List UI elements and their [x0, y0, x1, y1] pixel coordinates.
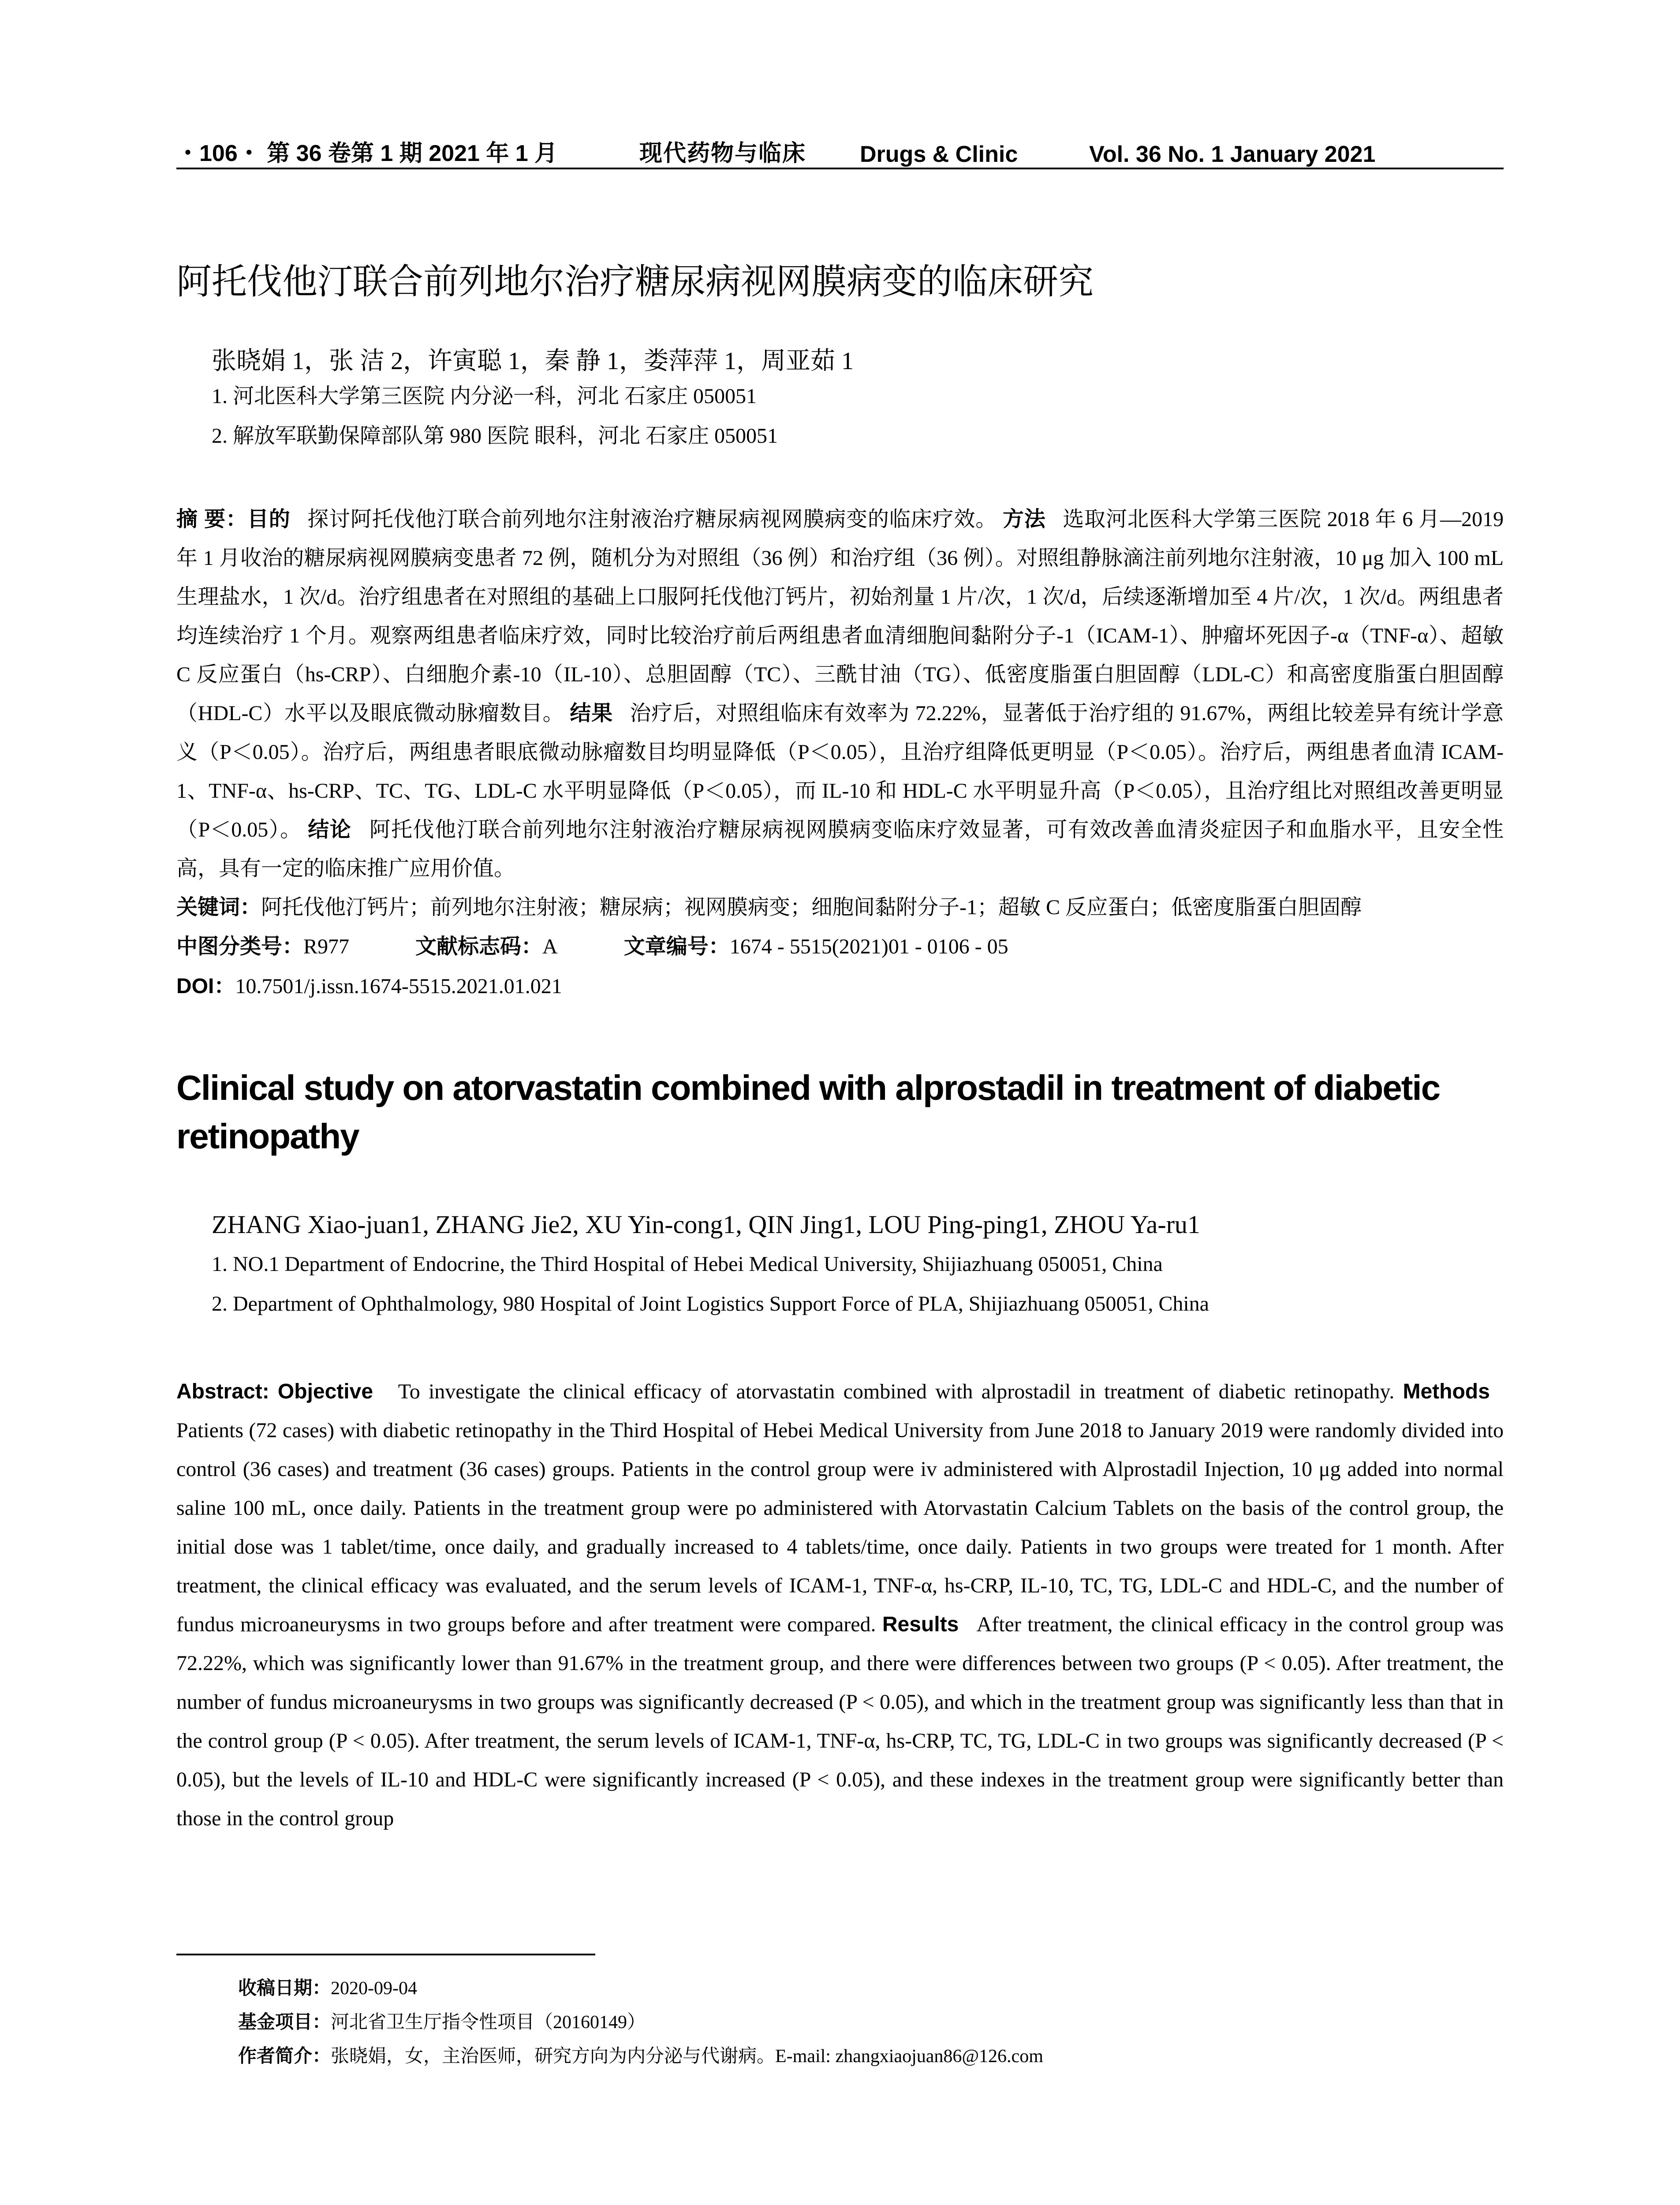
abstract-cn-label: 摘 要：目的 [176, 508, 291, 531]
authors-cn: 张晓娟 1，张 洁 2，许寅聪 1，秦 静 1，娄萍萍 1，周亚茹 1 [212, 348, 854, 375]
article-title-en: Clinical study on atorvastatin combined with alprostadil in treatment of diabetic retinopathy [176, 1068, 1440, 1156]
keywords-cn-label: 关键词： [176, 896, 261, 919]
abstract-cn [176, 500, 1504, 888]
header-volume-en: Vol. 36 No. 1 January 2021 [1089, 142, 1376, 167]
footnote-received: 收稿日期：2020-09-04 [238, 1977, 417, 1999]
abstract-en-results-label: Results [882, 1613, 959, 1636]
abstract-cn-results: 治疗后，对照组临床有效率为 72.22%，显著低于治疗组的 91.67%，两组比较差异有统计学意义（P＜0.05）。治疗后，两组患者眼底微动脉瘤数目均明显降低（P＜0.05），且治疗组降低更明显（P＜0.05）。治疗后，两组患者血清 ICAM-1、TNF-α、hs-CRP、TC、TG、LDL-C 水平明显降低（P＜0.05），而 IL-10 和 HDL-C 水平明显升高（P＜0.05），且治疗组比对照组改善更明显（P＜0.05）。 [176, 702, 1504, 841]
abstract-cn-objective: 探讨阿托伐他汀联合前列地尔注射液治疗糖尿病视网膜病变的临床疗效。 [307, 508, 997, 531]
running-header [176, 132, 1504, 169]
abstract-en-label: Abstract: [176, 1380, 269, 1403]
abstract-en [176, 1372, 1504, 1838]
footnote-fund: 基金项目：河北省卫生厅指令性项目（20160149） [238, 2011, 646, 2033]
affiliation-cn-1: 1. 河北医科大学第三医院 内分泌一科，河北 石家庄 050051 [212, 385, 757, 408]
clc-number: 中图分类号：R977 [176, 935, 350, 958]
abstract-en-methods: Patients (72 cases) with diabetic retinopathy in the Third Hospital of Hebei Medical University from June 2018 to January 2019 were randomly divided into control (36 cases) and treatment (36 cases) groups. Patients in the control group were iv administered with Alprostadil Injection, 10 μg added into normal saline 100 mL, once daily. Patients in the treatment group were po administered with Atorvastatin Calcium Tablets on the basis of the control group, the initial dose was 1 tablet/time, once daily, and gradually increased to 4 tablets/time, once daily. Patients in two groups were treated for 1 month. After treatment, the clinical efficacy was evaluated, and the serum levels of ICAM-1, TNF-α, hs-CRP, IL-10, TC, TG, LDL-C and HDL-C, and the number of fundus microaneurysms in two groups before and after treatment were compared. [176, 1419, 1504, 1636]
keywords-cn-text: 阿托伐他汀钙片；前列地尔注射液；糖尿病；视网膜病变；细胞间黏附分子-1；超敏 C 反应蛋白；低密度脂蛋白胆固醇 [261, 896, 1362, 919]
abstract-cn-results-label: 结果 [570, 702, 613, 725]
footnote-author: 作者简介：张晓娟，女，主治医师，研究方向为内分泌与代谢病。E-mail: zhangxiaojuan86@126.com [238, 2045, 1043, 2067]
keywords-cn [176, 888, 1504, 927]
abstract-en-objective-label: Objective [277, 1380, 373, 1403]
abstract-cn-methods: 选取河北医科大学第三医院 2018 年 6 月—2019 年 1 月收治的糖尿病视网膜病变患者 72 例，随机分为对照组（36 例）和治疗组（36 例）。对照组静脉滴注前列地尔注射液，10 μg 加入 100 mL 生理盐水，1 次/d。治疗组患者在对照组的基础上口服阿托伐他汀钙片，初始剂量 1 片/次，1 次/d，后续逐渐增加至 4 片/次，1 次/d。两组患者均连续治疗 1 个月。观察两组患者临床疗效，同时比较治疗前后两组患者血清细胞间黏附分子-1（ICAM-1）、肿瘤坏死因子-α（TNF-α）、超敏 C 反应蛋白（hs-CRP）、白细胞介素-10（IL-10）、总胆固醇（TC）、三酰甘油（TG）、低密度脂蛋白胆固醇（LDL-C）和高密度脂蛋白胆固醇（HDL-C）水平以及眼底微动脉瘤数目。 [176, 508, 1504, 725]
abstract-en-methods-label: Methods [1403, 1380, 1490, 1403]
abstract-en-objective: To investigate the clinical efficacy of atorvastatin combined with alprostadil in treatment of diabetic retinopathy. [398, 1380, 1395, 1403]
affiliation-cn-2: 2. 解放军联勤保障部队第 980 医院 眼科，河北 石家庄 050051 [212, 424, 778, 448]
footnote-divider [176, 1954, 595, 1955]
abstract-en-results: After treatment, the clinical efficacy in the control group was 72.22%, which was significantly lower than 91.67% in the treatment group, and there were differences between two groups (P < 0.05). After treatment, the number of fundus microaneurysms in two groups was significantly decreased (P < 0.05), and which in the treatment group was significantly less than that in the control group (P < 0.05). After treatment, the serum levels of ICAM-1, TNF-α, hs-CRP, TC, TG, LDL-C in two groups was significantly decreased (P < 0.05), but the levels of IL-10 and HDL-C were significantly increased (P < 0.05), and these indexes in the treatment group were significantly better than those in the control group [176, 1613, 1504, 1830]
doi: DOI：10.7501/j.issn.1674-5515.2021.01.021 [176, 975, 562, 998]
footnotes [238, 1971, 1043, 2073]
classification-row [176, 927, 1504, 967]
affiliation-en-2: 2. Department of Ophthalmology, 980 Hospital of Joint Logistics Support Force of PLA, Shijiazhuang 050051, China [212, 1292, 1209, 1316]
authors-en: ZHANG Xiao-juan1, ZHANG Jie2, XU Yin-cong1, QIN Jing1, LOU Ping-ping1, ZHOU Ya-ru1 [212, 1210, 1200, 1239]
abstract-cn-conclusion: 阿托伐他汀联合前列地尔注射液治疗糖尿病视网膜病变临床疗效显著，可有效改善血清炎症因子和血脂水平，且安全性高，具有一定的临床推广应用价值。 [176, 818, 1504, 880]
abstract-cn-conclusion-label: 结论 [308, 818, 352, 841]
header-journal-en: Drugs & Clinic [860, 142, 1018, 167]
header-page-volume: ・106・ 第 36 卷第 1 期 2021 年 1 月 [176, 141, 558, 166]
affiliation-en-1: 1. NO.1 Department of Endocrine, the Third Hospital of Hebei Medical University, Shijiazhuang 050051, China [212, 1252, 1163, 1276]
article-number: 文章编号：1674 - 5515(2021)01 - 0106 - 05 [623, 935, 1008, 958]
document-code: 文献标志码：A [415, 935, 558, 958]
article-title-cn: 阿托伐他汀联合前列地尔治疗糖尿病视网膜病变的临床研究 [176, 261, 1094, 302]
header-journal-cn: 现代药物与临床 [639, 141, 806, 166]
abstract-cn-methods-label: 方法 [1002, 508, 1046, 531]
journal-page [176, 132, 1504, 1838]
